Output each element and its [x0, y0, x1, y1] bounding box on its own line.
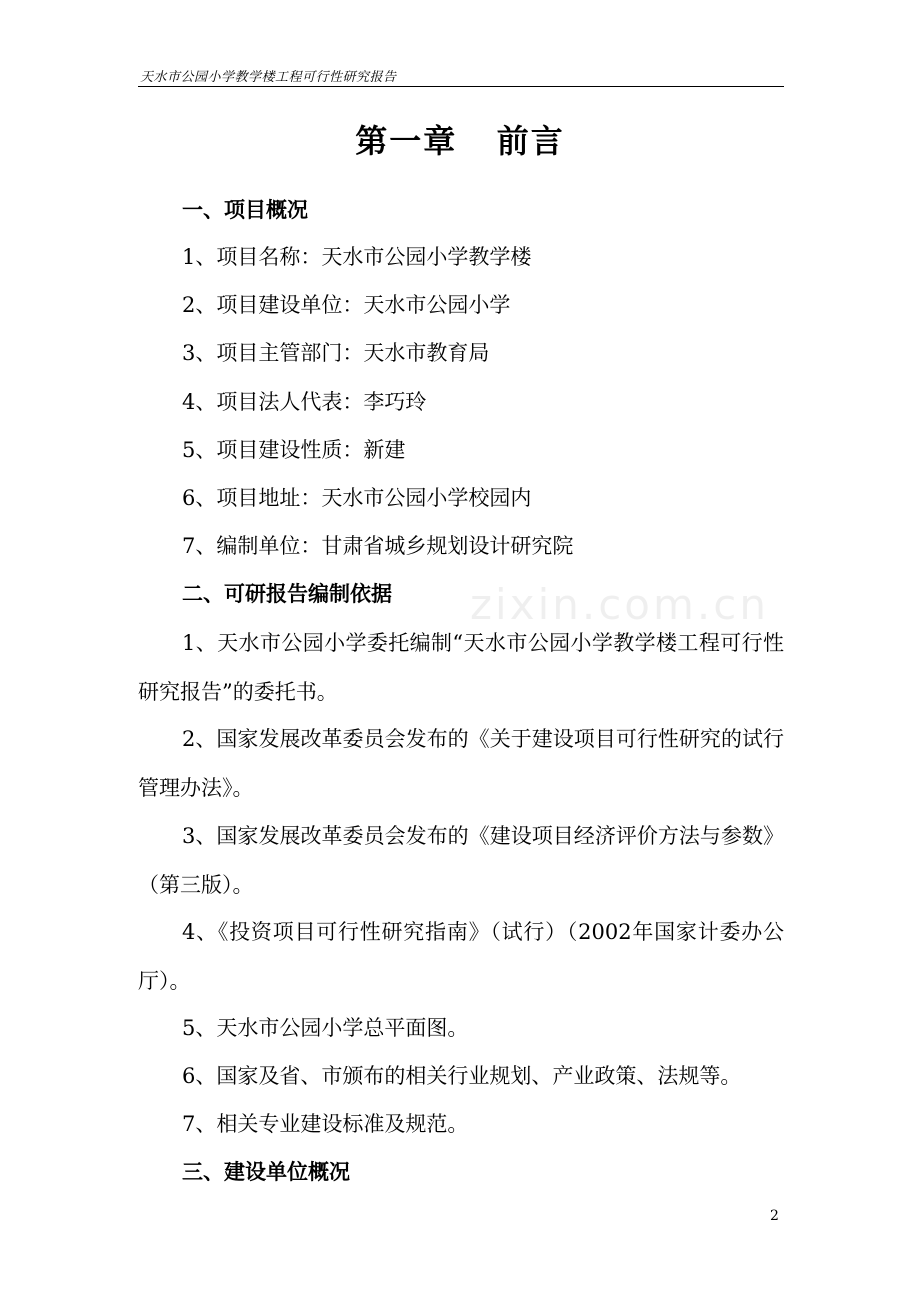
basis-item-6: 6、国家及省、市颁布的相关行业规划、产业政策、法规等。 [182, 1064, 742, 1088]
basis-item-1: 1、天水市公园小学委托编制“天水市公园小学教学楼工程可行性研究报告”的委托书。 [138, 631, 784, 704]
section-heading-overview: 一、项目概况 [182, 197, 308, 222]
basis-item-5: 5、天水市公园小学总平面图。 [182, 1016, 469, 1040]
overview-item-7: 7、编制单位：甘肃省城乡规划设计研究院 [182, 534, 574, 558]
basis-item-3: 3、国家发展改革委员会发布的《建设项目经济评价方法与参数》（第三版）。 [138, 824, 784, 897]
running-header [138, 64, 784, 87]
overview-item-2: 2、项目建设单位：天水市公园小学 [182, 293, 511, 317]
header-title: 天水市公园小学教学楼工程可行性研究报告 [140, 70, 397, 85]
overview-item-1: 1、项目名称：天水市公园小学教学楼 [182, 245, 532, 269]
basis-item-7: 7、相关专业建设标准及规范。 [182, 1112, 469, 1136]
overview-item-3: 3、项目主管部门：天水市教育局 [182, 341, 490, 365]
chapter-title: 第一章 前言 [355, 122, 565, 160]
section-heading-unit: 三、建设单位概况 [182, 1159, 350, 1184]
watermark: zixin.com.cn [470, 580, 769, 629]
overview-item-6: 6、项目地址：天水市公园小学校园内 [182, 486, 532, 510]
overview-item-5: 5、项目建设性质：新建 [182, 438, 406, 462]
basis-item-4: 4、《投资项目可行性研究指南》（试行）（2002年国家计委办公厅）。 [138, 920, 784, 993]
basis-item-2: 2、国家发展改革委员会发布的《关于建设项目可行性研究的试行管理办法》。 [138, 727, 784, 800]
section-heading-basis: 二、可研报告编制依据 [182, 581, 392, 606]
page-number: 2 [770, 1208, 779, 1224]
overview-item-4: 4、项目法人代表：李巧玲 [182, 390, 427, 414]
